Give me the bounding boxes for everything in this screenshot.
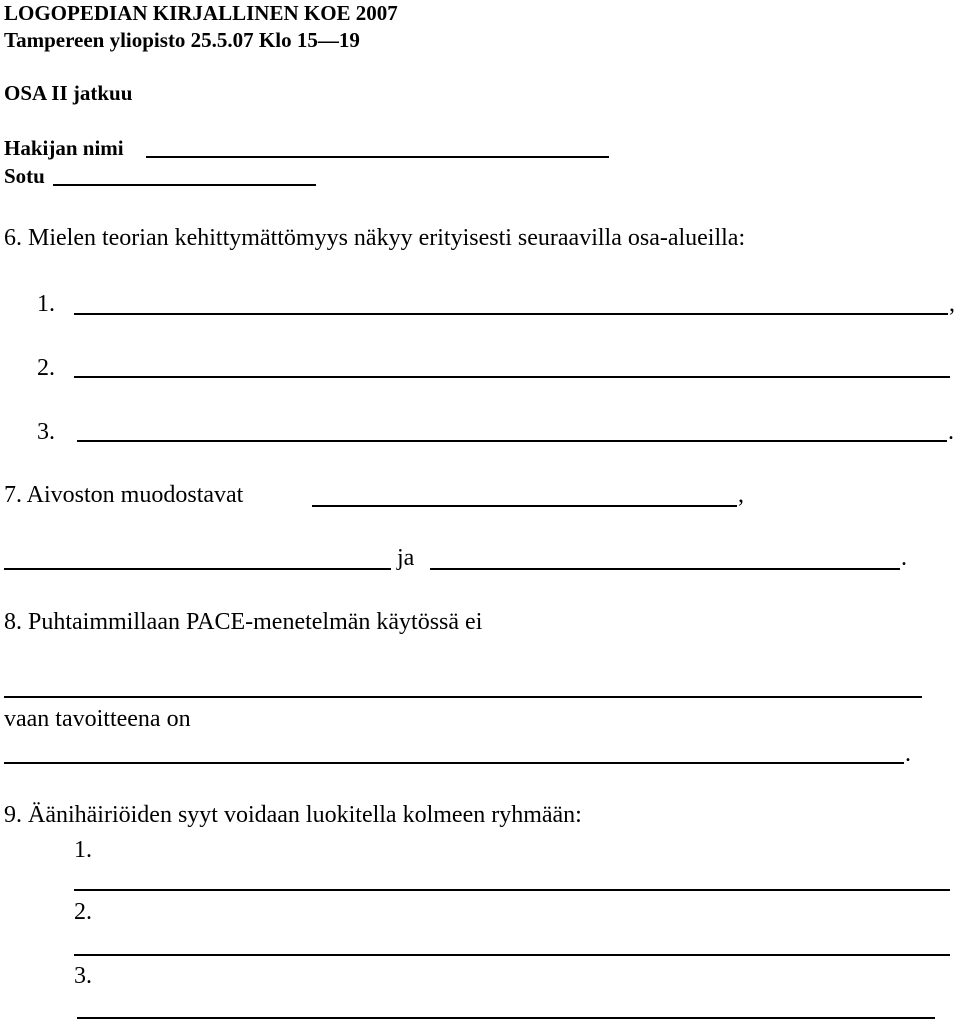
- q8-period: .: [905, 741, 911, 767]
- q6-item-3-period: .: [948, 419, 954, 445]
- id-label: Sotu: [4, 164, 45, 188]
- q8-mid-text: vaan tavoitteena on: [4, 706, 191, 732]
- q6-item-1-number: 1.: [37, 291, 55, 317]
- q9-answer-3-field[interactable]: [77, 1017, 935, 1019]
- q6-item-3-number: 3.: [37, 419, 55, 445]
- exam-subtitle: Tampereen yliopisto 25.5.07 Klo 15—19: [4, 28, 360, 52]
- exam-title: LOGOPEDIAN KIRJALLINEN KOE 2007: [4, 1, 398, 25]
- q9-answer-2-field[interactable]: [74, 954, 950, 956]
- q6-item-1-comma: ,: [949, 291, 955, 317]
- q7-answer-3-field[interactable]: [430, 568, 900, 570]
- q7-period: .: [901, 545, 907, 571]
- section-label: OSA II jatkuu: [4, 81, 133, 105]
- q7-comma: ,: [738, 482, 744, 508]
- q8-answer-2-field[interactable]: [4, 762, 904, 764]
- question-7-text: 7. Aivoston muodostavat: [4, 482, 244, 508]
- q8-answer-1-field[interactable]: [4, 696, 922, 698]
- q9-item-3-number: 3.: [74, 963, 92, 989]
- question-6-text: 6. Mielen teorian kehittymättömyys näkyy erityisesti seuraavilla osa-alueilla:: [4, 225, 746, 251]
- q6-answer-2-field[interactable]: [74, 376, 950, 378]
- q6-item-2-number: 2.: [37, 355, 55, 381]
- q7-ja-label: ja: [397, 545, 415, 571]
- applicant-name-label: Hakijan nimi: [4, 136, 124, 160]
- q7-answer-2-field[interactable]: [4, 568, 391, 570]
- q9-answer-1-field[interactable]: [74, 889, 950, 891]
- question-8-text: 8. Puhtaimmillaan PACE-menetelmän käytössä ei: [4, 609, 483, 635]
- q7-answer-1-field[interactable]: [312, 505, 737, 507]
- id-field[interactable]: [53, 184, 316, 186]
- q6-answer-1-field[interactable]: [74, 313, 948, 315]
- applicant-name-field[interactable]: [146, 156, 609, 158]
- q9-item-2-number: 2.: [74, 899, 92, 925]
- question-9-text: 9. Äänihäiriöiden syyt voidaan luokitella kolmeen ryhmään:: [4, 802, 582, 828]
- q6-answer-3-field[interactable]: [77, 440, 947, 442]
- q9-item-1-number: 1.: [74, 837, 92, 863]
